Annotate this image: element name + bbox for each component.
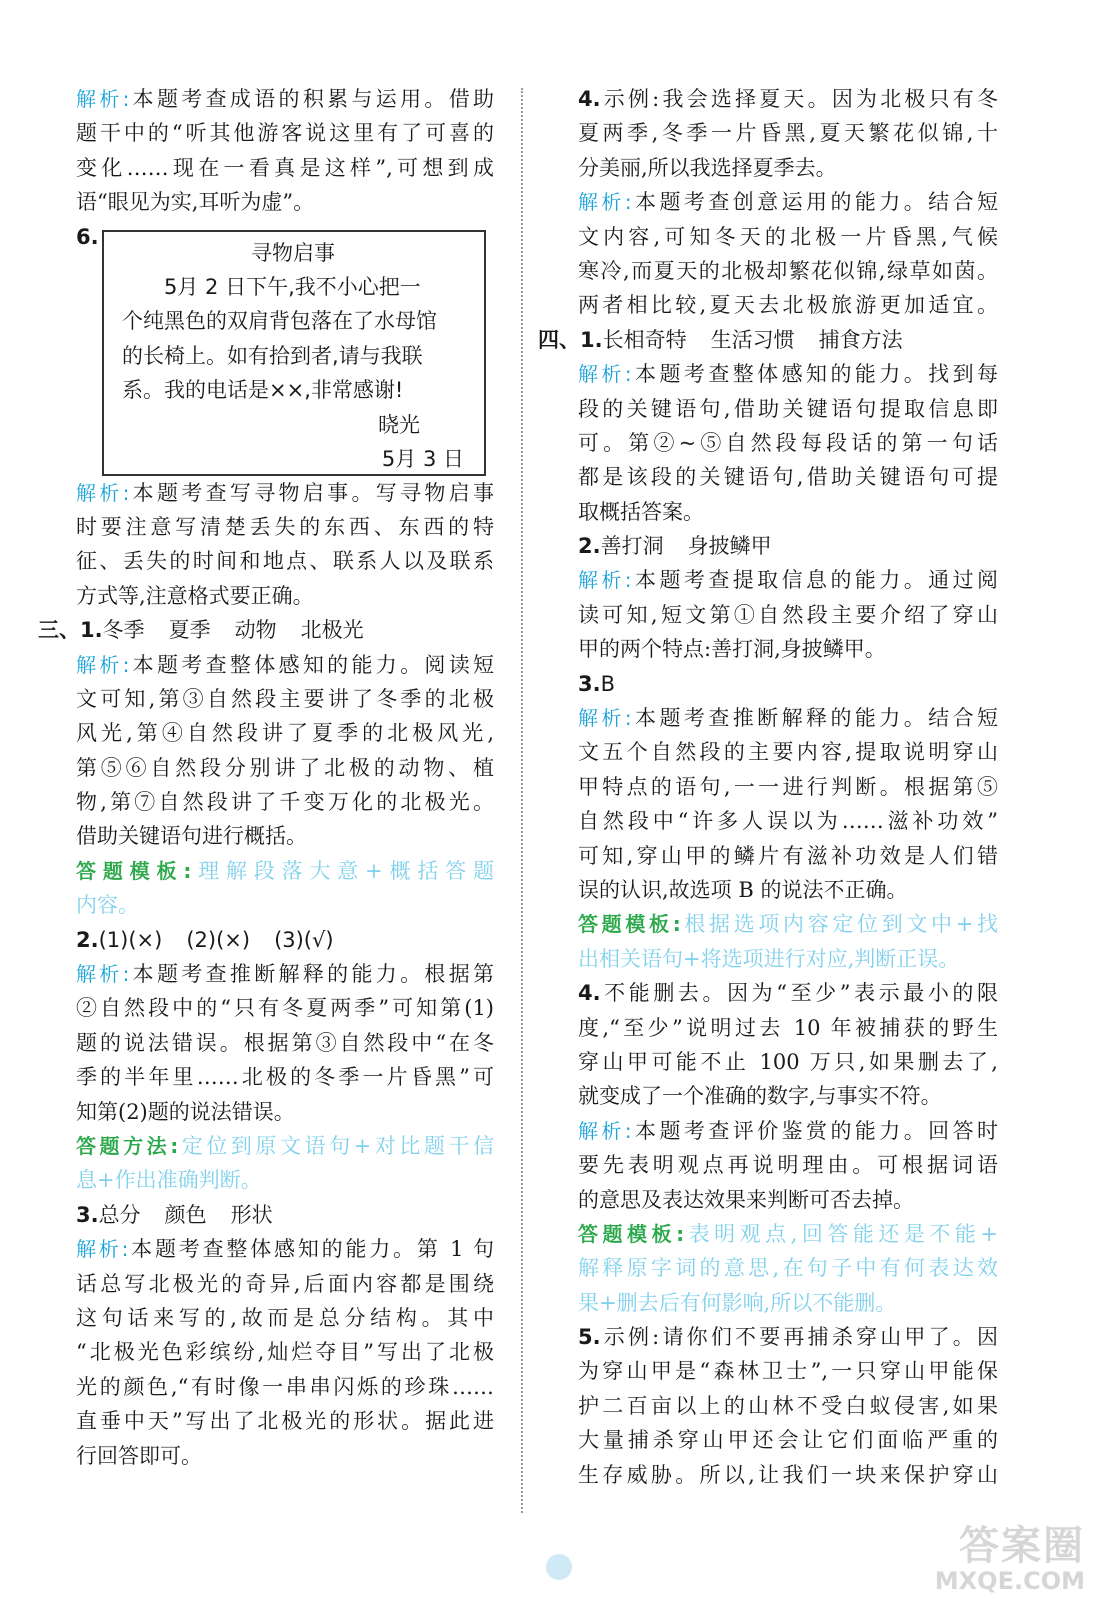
notice-signature: 晓光 (378, 412, 420, 437)
section-4-q5: 5.示例:请你们不要再捕杀穿山甲了。因 为穿山甲是“森林卫士”,一只穿山甲能保 护二百亩以上的山林不受白蚁侵害,如果 大量捕杀穿山甲还会让它们面临严重的 生存威胁。所以,让我们一块来保护穿山 (578, 1325, 998, 1487)
notice-title: 寻物启事 (251, 240, 335, 265)
right-column (538, 82, 999, 1492)
answer-template-label: 答题模板 (76, 858, 184, 883)
q5-analysis: 解析:本题考查成语的积累与运用。借助 题干中的“听其他游客说这里有了可喜的 变化……现在一看真是这样”,可想到成 语“眼见为实,耳听为虚”。 (76, 87, 495, 215)
answer-method-label: 答题方法 (76, 1133, 171, 1158)
section-3-q1: 三、1.冬季 夏季 动物 北极光 解析:本题考查整体感知的能力。阅读短 文可知,第③自然段主要讲了冬季的北极 风光,第④自然段讲了夏季的北极风光, 第⑤⑥自然段分别讲了北极的动物、植 物,第⑦自然段讲了千变万化的北极光。 借助关键语句进行概括。 答题模板:理解段落大意+概括答题 内容。 (38, 618, 495, 918)
section-3-q4: 4.示例:我会选择夏天。因为北极只有冬 夏两季,冬季一片昏黑,夏天繁花似锦,十 分美丽,所以我选择夏季去。 解析:本题考查创意运用的能力。结合短 文内容,可知冬天的北极一片昏黑,气候 寒冷,而夏天的北极却繁花似锦,绿草如茵。 两者相比较,夏天去北极旅游更加适宜。 (578, 87, 999, 318)
notice-date: 5月 3 日 (381, 446, 464, 471)
notice-box: 寻物启事 5月 2 日下午,我不小心把一 个纯黑色的双肩背包落在了水母馆 的长椅上。如有拾到者,请与我联 系。我的电话是××,非常感谢! 晓光 5月 3 日 (102, 230, 486, 476)
analysis-label: 解析 (578, 568, 625, 593)
page-marker (546, 1554, 572, 1580)
section-3-q3: 3.总分 颜色 形状 解析:本题考查整体感知的能力。第 1 句 话总写北极光的奇异,后面内容都是围绕 这句话来写的,故而是总分结构。其中 “北极光色彩缤纷,灿烂夺目”写出了北极 光的颜色,“有时像一串串闪烁的珍珠…… 直垂中天”写出了北极光的形状。据此进 行回答即可。 (76, 1202, 495, 1468)
section-4-q3: 3.B 解析:本题考查推断解释的能力。结合短 文五个自然段的主要内容,提取说明穿山 甲特点的语句,一一进行判断。根据第⑤ 自然段中“许多人误以为……滋补功效” 可知,穿山甲的鳞片有滋补功效是人们错 误的认识,故选项 B 的说法不正确。 答题模板:根据选项内容定位到文中+找 出相关语句+将选项进行对应,判断正误。 (578, 671, 999, 971)
analysis-label: 解析 (578, 1118, 625, 1143)
column-divider (521, 88, 523, 1513)
analysis-label: 解析 (578, 362, 625, 387)
answer-template-label: 答题模板 (578, 912, 673, 937)
answer-template-label: 答题模板 (578, 1221, 677, 1246)
analysis-label: 解析 (76, 652, 123, 677)
left-column (38, 82, 495, 1473)
section-number: 三、 (38, 618, 80, 643)
analysis-label: 解析 (76, 1237, 122, 1262)
analysis-label: 解析 (76, 480, 123, 505)
analysis-label: 解析 (578, 190, 625, 215)
section-4-q1: 四、1.长相奇特 生活习惯 捕食方法 解析:本题考查整体感知的能力。找到每 段的关键语句,借助关键语句提取信息即 可。第②~⑤自然段每段话的第一句话 都是该段的关键语句,借助关键语句可提 取概括答案。 (538, 327, 999, 524)
section-number: 四、 (538, 327, 580, 352)
section-4-q4: 4.不能删去。因为“至少”表示最小的限 度,“至少”说明过去 10 年被捕获的野生 穿山甲可能不止 100 万只,如果删去了, 就变成了一个准确的数字,与事实不符。 解析:本题考查评价鉴赏的能力。回答时 要先表明观点再说明理由。可根据词语 的意思及表达效果来判断可否去掉。 答题模板:表明观点,回答能还是不能+ 解释原字词的意思,在句子中有何表达效 果+删去后有何影响,所以不能删。 (578, 981, 999, 1315)
q6-analysis: 解析:本题考查写寻物启事。写寻物启事 时要注意写清楚丢失的东西、东西的特 征、丢失的时间和地点、联系人以及联系 方式等,注意格式要正确。 (76, 480, 495, 608)
section-4-q2: 2.善打洞 身披鳞甲 解析:本题考查提取信息的能力。通过阅 读可知,短文第①自然段主要介绍了穿山 甲的两个特点:善打洞,身披鳞甲。 (578, 534, 999, 662)
analysis-label: 解析 (578, 706, 625, 731)
q6-lost-notice (76, 220, 494, 476)
analysis-label: 解析 (76, 87, 123, 111)
watermark-logo: 答案圈 MXQE.COM (934, 1523, 1085, 1595)
analysis-label: 解析 (76, 962, 123, 987)
question-number: 6. (76, 224, 99, 249)
section-3-q2: 2.(1)(×) (2)(×) (3)(√) 解析:本题考查推断解释的能力。根据第 ②自然段中的“只有冬夏两季”可知第(1) 题的说法错误。根据第③自然段中“在冬 季的半年里……北极的冬季一片昏黑”可 知第(2)题的说法错误。 答题方法:定位到原文语句+对比题干信 息+作出准确判断。 (76, 927, 495, 1193)
